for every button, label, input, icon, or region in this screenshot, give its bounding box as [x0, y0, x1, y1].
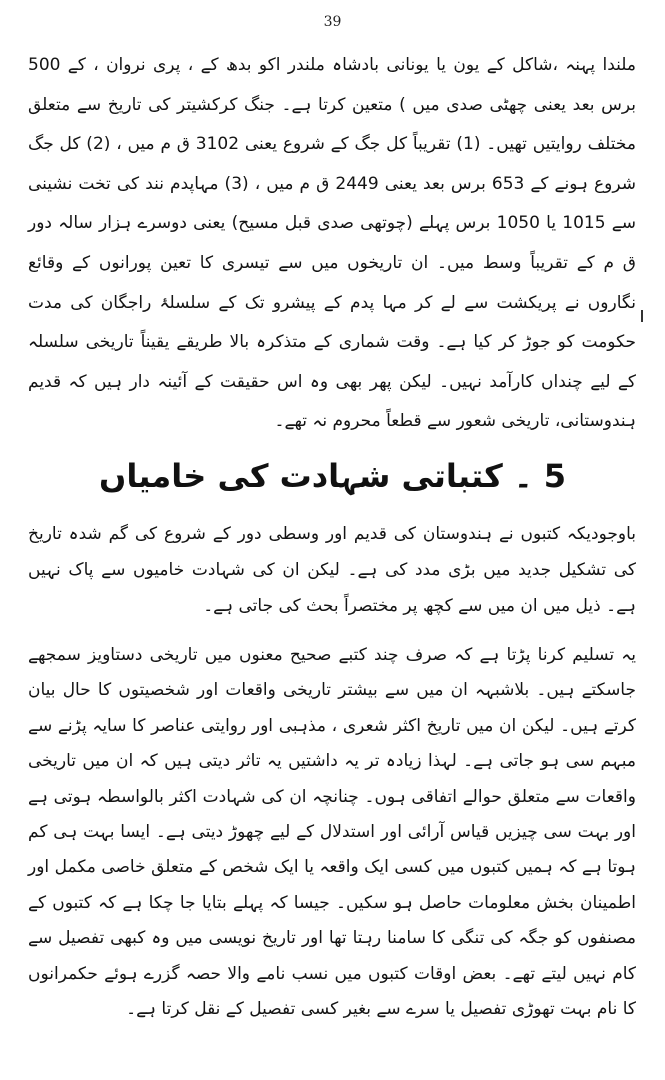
paragraph-intro: باوجودیکہ کتبوں نے ہندوستان کی قدیم اور وسطی دور کے شروع کی گم شدہ تاریخ کی تشکیل جدید میں بڑی مدد کی ہے۔ لیکن ان کی شہادت خامیوں سے پاک نہیں ہے۔ ذیل میں ان میں سے کچھ پر مختصراً بحث کی جاتی ہے۔	[28, 524, 636, 616]
section-heading: 5 ۔ کتباتی شہادت کی خامیاں	[99, 457, 566, 495]
paragraph-chronology: ملندا پہنہ ،شاکل کے یون یا یونانی بادشاہ ملندر اکو بدھ کے ، پری نروان ، کے 500 برس بعد یعنی چھٹی صدی میں ) متعین کرتا ہے۔ جنگ کرکشیتر کی تاریخ سے متعلق مختلف روایتیں تھیں۔ (1) تقریباً کل جگ کے شروع یعنی 3102 ق م میں ، (2) کل جگ شروع ہونے کے 653 برس بعد یعنی 2449 ق م میں ، (3) مہاپدم نند کی تخت نشینی سے 1015 یا 1050 برس پہلے (چوتھی صدی قبل مسیح) یعنی دوسرے ہزار سالہ دور ق م کے تقریباً وسط میں۔ ان تاریخوں میں سے تیسری کا تعین پورانوں کے وقائع نگاروں نے پریکشت سے لے کر مہا پدم کے پیشرو تک کے سلسلۂ راجگان کی مدت حکومت کو جوڑ کر کیا ہے۔ وقت شماری کے متذکرہ بالا طریقے یقیناً تاریخی سلسلہ کے لیے چنداں کارآمد نہیں۔ لیکن پھر بھی وہ اس حقیقت کے آئینہ دار ہیں کہ قدیم ہندوستانی، تاریخی شعور سے قطعاً محروم نہ تھے۔	[28, 55, 637, 432]
page-number: 39	[323, 14, 342, 30]
margin-mark	[641, 310, 643, 322]
paragraph-shortcomings: یہ تسلیم کرنا پڑتا ہے کہ صرف چند کتبے صحیح معنوں میں تاریخی دستاویز سمجھے جاسکتے ہیں۔ بلاشبہہ ان میں سے بیشتر تاریخی واقعات اور شخصیتوں کا حال بیان کرتے ہیں۔ لیکن ان میں تاریخ اکثر شعری ، مذہبی اور روایتی عناصر کا سایہ پڑنے سے مبہم سی ہو جاتی ہے۔ لہذا زیادہ تر یہ داشتیں یہ تاثر دیتی ہیں کہ ان میں تاریخی واقعات سے متعلق حوالے اتفاقی ہوں۔ چنانچہ ان کی شہادت اکثر بالواسطہ ہوتی ہے اور بہت سی چیزیں قیاس آرائی اور استدلال کے لیے چھوڑ دیتی ہے۔ ایسا بہت ہی کم ہوتا ہے کہ ہمیں کتبوں میں کسی ایک واقعہ یا ایک شخص کے متعلق خاصی مکمل اور اطمینان بخش معلومات حاصل ہو سکیں۔ جیسا کہ پہلے بتایا جا چکا ہے کہ کتبوں کے مصنفوں کو جگہ کی تنگی کا سامنا رہتا تھا اور تاریخ نویسی میں وہ کبھی تفصیل سے کام نہیں لیتے تھے۔ بعض اوقات کتبوں میں نسب نامے والا حصہ گزرے ہوئے حکمرانوں کا نام بہت تھوڑی تفصیل یا سرے سے بغیر کسی تفصیل کے نقل کرتا ہے۔	[28, 645, 636, 1020]
